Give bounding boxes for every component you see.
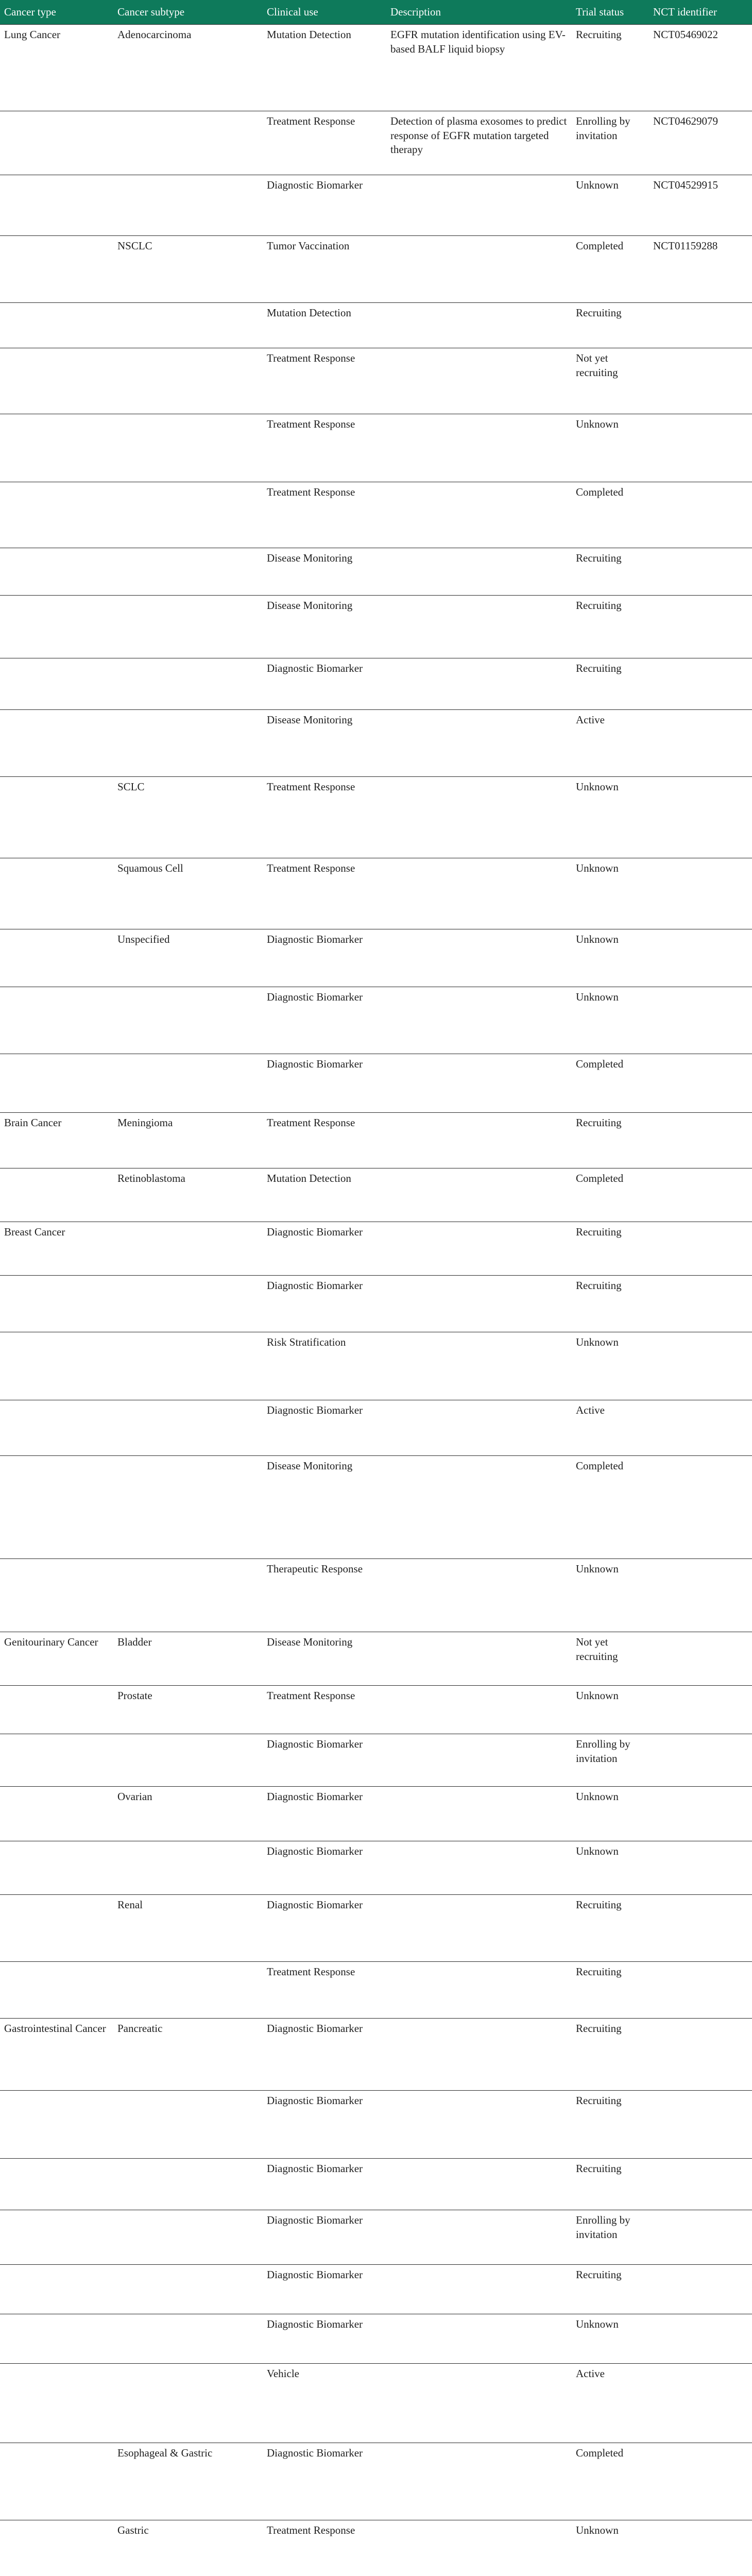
cell-description	[386, 710, 572, 777]
table-row	[0, 596, 752, 658]
cell-nct-identifier	[649, 1222, 752, 1276]
cell-clinical-use: Disease Monitoring	[263, 1632, 386, 1686]
cell-clinical-use: Tumor Vaccination	[263, 236, 386, 303]
cell-cancer-subtype	[113, 111, 263, 175]
cell-description: EGFR mutation identification using EV-based BALF liquid biopsy	[386, 25, 572, 111]
cell-description	[386, 2265, 572, 2314]
cell-description	[386, 2364, 572, 2443]
table-row	[0, 1632, 752, 1686]
cell-trial-status: Completed	[572, 482, 649, 548]
cell-description	[386, 1734, 572, 1787]
table-row	[0, 987, 752, 1054]
table-row	[0, 1168, 752, 1222]
cell-description	[386, 1962, 572, 2019]
header-nct-identifier: NCT identifier	[649, 0, 752, 25]
cell-cancer-type	[0, 2364, 113, 2443]
cell-clinical-use: Treatment Response	[263, 482, 386, 548]
cell-cancer-type	[0, 2210, 113, 2265]
table-row	[0, 1895, 752, 1962]
cell-nct-identifier	[649, 1276, 752, 1332]
cell-nct-identifier	[649, 1332, 752, 1400]
cell-trial-status: Unknown	[572, 1686, 649, 1734]
table-row	[0, 482, 752, 548]
cell-cancer-subtype	[113, 1276, 263, 1332]
cell-cancer-subtype	[113, 1734, 263, 1787]
cell-cancer-subtype: Renal	[113, 1895, 263, 1962]
cell-cancer-subtype	[113, 1841, 263, 1895]
table-row	[0, 2019, 752, 2091]
cell-trial-status: Recruiting	[572, 1113, 649, 1168]
cell-cancer-type	[0, 2265, 113, 2314]
cell-cancer-subtype: Meningioma	[113, 1113, 263, 1168]
cell-nct-identifier	[649, 1895, 752, 1962]
cell-nct-identifier	[649, 414, 752, 482]
cell-trial-status: Unknown	[572, 929, 649, 987]
cell-cancer-subtype: Retinoblastoma	[113, 1168, 263, 1222]
cell-cancer-type	[0, 1332, 113, 1400]
cell-trial-status: Completed	[572, 1168, 649, 1222]
header-cancer-type: Cancer type	[0, 0, 113, 25]
cell-trial-status: Recruiting	[572, 1222, 649, 1276]
table-row	[0, 1787, 752, 1841]
cell-cancer-subtype	[113, 1456, 263, 1559]
cell-cancer-subtype	[113, 2091, 263, 2159]
cell-description	[386, 1332, 572, 1400]
cell-clinical-use: Diagnostic Biomarker	[263, 929, 386, 987]
cell-cancer-subtype	[113, 2159, 263, 2210]
cell-trial-status: Recruiting	[572, 2091, 649, 2159]
cell-cancer-type	[0, 2091, 113, 2159]
cell-description	[386, 929, 572, 987]
cell-clinical-use: Diagnostic Biomarker	[263, 1222, 386, 1276]
cell-nct-identifier	[649, 2364, 752, 2443]
cell-description	[386, 1168, 572, 1222]
cell-trial-status: Recruiting	[572, 548, 649, 596]
cell-cancer-subtype: Squamous Cell	[113, 858, 263, 929]
cell-clinical-use: Treatment Response	[263, 1686, 386, 1734]
cell-cancer-type	[0, 777, 113, 858]
cell-trial-status: Not yet recruiting	[572, 348, 649, 414]
table-row	[0, 2520, 752, 2576]
cell-cancer-type	[0, 548, 113, 596]
cell-description	[386, 548, 572, 596]
cell-trial-status: Active	[572, 1400, 649, 1456]
cell-cancer-type	[0, 987, 113, 1054]
cell-trial-status: Unknown	[572, 175, 649, 236]
cell-clinical-use: Diagnostic Biomarker	[263, 2019, 386, 2091]
cell-description	[386, 1276, 572, 1332]
cell-nct-identifier	[649, 1559, 752, 1632]
cell-cancer-subtype: Adenocarcinoma	[113, 25, 263, 111]
cell-cancer-type	[0, 2314, 113, 2364]
cell-cancer-type	[0, 658, 113, 710]
cell-clinical-use: Diagnostic Biomarker	[263, 1787, 386, 1841]
cell-trial-status: Unknown	[572, 777, 649, 858]
cell-cancer-type	[0, 710, 113, 777]
cell-nct-identifier	[649, 1632, 752, 1686]
cell-trial-status: Recruiting	[572, 658, 649, 710]
cell-cancer-type	[0, 111, 113, 175]
cell-trial-status: Unknown	[572, 1559, 649, 1632]
cell-clinical-use: Treatment Response	[263, 1113, 386, 1168]
cell-clinical-use: Disease Monitoring	[263, 710, 386, 777]
table-row	[0, 111, 752, 175]
cell-cancer-type	[0, 2443, 113, 2520]
cell-cancer-type: Breast Cancer	[0, 1222, 113, 1276]
cell-cancer-subtype	[113, 596, 263, 658]
table-row	[0, 175, 752, 236]
cell-nct-identifier	[649, 1456, 752, 1559]
cell-nct-identifier	[649, 929, 752, 987]
cell-nct-identifier: NCT05469022	[649, 25, 752, 111]
cell-cancer-subtype: NSCLC	[113, 236, 263, 303]
cell-clinical-use: Risk Stratification	[263, 1332, 386, 1400]
cell-clinical-use: Treatment Response	[263, 858, 386, 929]
cell-clinical-use: Vehicle	[263, 2364, 386, 2443]
cell-description	[386, 348, 572, 414]
cell-trial-status: Completed	[572, 2443, 649, 2520]
cell-description	[386, 2210, 572, 2265]
cell-trial-status: Unknown	[572, 987, 649, 1054]
cell-clinical-use: Treatment Response	[263, 1962, 386, 2019]
cell-cancer-type	[0, 858, 113, 929]
cell-description	[386, 1222, 572, 1276]
table-row	[0, 2314, 752, 2364]
cell-cancer-type	[0, 1787, 113, 1841]
cell-trial-status: Recruiting	[572, 1276, 649, 1332]
table-row	[0, 858, 752, 929]
cell-trial-status: Recruiting	[572, 1962, 649, 2019]
table-row	[0, 414, 752, 482]
table-row	[0, 236, 752, 303]
table-row	[0, 2364, 752, 2443]
table-row	[0, 1962, 752, 2019]
cell-cancer-subtype: Ovarian	[113, 1787, 263, 1841]
cell-trial-status: Recruiting	[572, 303, 649, 348]
cell-trial-status: Completed	[572, 236, 649, 303]
cell-clinical-use: Therapeutic Response	[263, 1559, 386, 1632]
cell-cancer-type	[0, 1962, 113, 2019]
table-row	[0, 2443, 752, 2520]
table-row	[0, 2210, 752, 2265]
cell-cancer-subtype	[113, 1222, 263, 1276]
cell-cancer-subtype	[113, 987, 263, 1054]
cell-cancer-subtype	[113, 2210, 263, 2265]
cell-cancer-type	[0, 1734, 113, 1787]
cell-clinical-use: Diagnostic Biomarker	[263, 1895, 386, 1962]
cell-cancer-type	[0, 2520, 113, 2576]
table-row	[0, 1734, 752, 1787]
table-row	[0, 658, 752, 710]
cell-trial-status: Unknown	[572, 1841, 649, 1895]
cell-description	[386, 1895, 572, 1962]
table-row	[0, 25, 752, 111]
cell-description	[386, 777, 572, 858]
cell-trial-status: Recruiting	[572, 596, 649, 658]
cell-cancer-subtype	[113, 175, 263, 236]
cell-nct-identifier	[649, 303, 752, 348]
cell-cancer-subtype	[113, 658, 263, 710]
table-row	[0, 303, 752, 348]
cell-clinical-use: Treatment Response	[263, 414, 386, 482]
table-row	[0, 1276, 752, 1332]
table-row	[0, 1222, 752, 1276]
table-row	[0, 1559, 752, 1632]
cell-description	[386, 414, 572, 482]
cell-cancer-subtype	[113, 2265, 263, 2314]
cell-nct-identifier	[649, 777, 752, 858]
table-row	[0, 1400, 752, 1456]
cell-nct-identifier: NCT01159288	[649, 236, 752, 303]
cell-description	[386, 1787, 572, 1841]
cell-clinical-use: Diagnostic Biomarker	[263, 2091, 386, 2159]
cell-nct-identifier	[649, 2091, 752, 2159]
cell-nct-identifier	[649, 658, 752, 710]
cell-cancer-type	[0, 303, 113, 348]
cell-trial-status: Completed	[572, 1456, 649, 1559]
cell-cancer-type	[0, 1456, 113, 1559]
table-row	[0, 1332, 752, 1400]
cell-trial-status: Recruiting	[572, 25, 649, 111]
header-description: Description	[386, 0, 572, 25]
cell-cancer-type	[0, 596, 113, 658]
cell-cancer-subtype	[113, 1400, 263, 1456]
cell-description	[386, 2314, 572, 2364]
cell-clinical-use: Diagnostic Biomarker	[263, 2314, 386, 2364]
cell-description	[386, 303, 572, 348]
cell-clinical-use: Treatment Response	[263, 2520, 386, 2576]
cell-cancer-type	[0, 1559, 113, 1632]
cell-clinical-use: Diagnostic Biomarker	[263, 1276, 386, 1332]
cell-cancer-subtype	[113, 303, 263, 348]
table-header-row	[0, 0, 752, 25]
table-row	[0, 1686, 752, 1734]
cell-cancer-subtype	[113, 1054, 263, 1113]
cell-clinical-use: Mutation Detection	[263, 1168, 386, 1222]
cell-clinical-use: Diagnostic Biomarker	[263, 2210, 386, 2265]
cell-trial-status: Unknown	[572, 2314, 649, 2364]
cell-clinical-use: Diagnostic Biomarker	[263, 987, 386, 1054]
cell-cancer-type	[0, 348, 113, 414]
cell-description	[386, 2443, 572, 2520]
cell-clinical-use: Diagnostic Biomarker	[263, 2265, 386, 2314]
cell-cancer-type	[0, 414, 113, 482]
cell-trial-status: Recruiting	[572, 2159, 649, 2210]
cell-nct-identifier	[649, 348, 752, 414]
cell-cancer-type	[0, 175, 113, 236]
cell-nct-identifier	[649, 710, 752, 777]
cell-cancer-subtype	[113, 414, 263, 482]
cell-cancer-type: Gastrointestinal Cancer	[0, 2019, 113, 2091]
cell-cancer-subtype	[113, 710, 263, 777]
table-body	[0, 25, 752, 2576]
cell-cancer-type	[0, 2159, 113, 2210]
cell-nct-identifier	[649, 858, 752, 929]
cell-description	[386, 596, 572, 658]
cell-trial-status: Unknown	[572, 858, 649, 929]
cell-clinical-use: Diagnostic Biomarker	[263, 2443, 386, 2520]
cell-cancer-type	[0, 1841, 113, 1895]
cell-cancer-subtype: Esophageal & Gastric	[113, 2443, 263, 2520]
cell-trial-status: Unknown	[572, 1332, 649, 1400]
table-row	[0, 348, 752, 414]
cell-nct-identifier	[649, 2314, 752, 2364]
cell-nct-identifier: NCT04629079	[649, 111, 752, 175]
cell-description	[386, 987, 572, 1054]
cell-nct-identifier	[649, 2520, 752, 2576]
cell-clinical-use: Disease Monitoring	[263, 548, 386, 596]
cell-nct-identifier	[649, 1686, 752, 1734]
cell-nct-identifier	[649, 1400, 752, 1456]
table-row	[0, 1456, 752, 1559]
cell-trial-status: Recruiting	[572, 1895, 649, 1962]
cell-description	[386, 1054, 572, 1113]
cell-description: Detection of plasma exosomes to predict response of EGFR mutation targeted therapy	[386, 111, 572, 175]
cell-clinical-use: Diagnostic Biomarker	[263, 658, 386, 710]
cell-cancer-subtype: Unspecified	[113, 929, 263, 987]
cell-trial-status: Not yet recruiting	[572, 1632, 649, 1686]
cell-nct-identifier: NCT04529915	[649, 175, 752, 236]
cell-cancer-subtype	[113, 2314, 263, 2364]
cell-nct-identifier	[649, 987, 752, 1054]
cell-cancer-type: Genitourinary Cancer	[0, 1632, 113, 1686]
cell-cancer-subtype	[113, 2364, 263, 2443]
cell-clinical-use: Diagnostic Biomarker	[263, 1841, 386, 1895]
cell-cancer-subtype: Pancreatic	[113, 2019, 263, 2091]
cell-description	[386, 236, 572, 303]
cell-nct-identifier	[649, 2443, 752, 2520]
table-row	[0, 929, 752, 987]
cell-nct-identifier	[649, 1841, 752, 1895]
cell-description	[386, 482, 572, 548]
cell-trial-status: Enrolling by invitation	[572, 1734, 649, 1787]
cell-cancer-type	[0, 1276, 113, 1332]
cell-nct-identifier	[649, 1962, 752, 2019]
cell-cancer-type: Lung Cancer	[0, 25, 113, 111]
cell-trial-status: Unknown	[572, 1787, 649, 1841]
cell-clinical-use: Disease Monitoring	[263, 596, 386, 658]
cell-trial-status: Completed	[572, 1054, 649, 1113]
table-row	[0, 2091, 752, 2159]
cell-description	[386, 1559, 572, 1632]
header-clinical-use: Clinical use	[263, 0, 386, 25]
cell-description	[386, 1841, 572, 1895]
cell-trial-status: Unknown	[572, 414, 649, 482]
cell-cancer-subtype: Gastric	[113, 2520, 263, 2576]
cell-trial-status: Enrolling by invitation	[572, 111, 649, 175]
cell-nct-identifier	[649, 1113, 752, 1168]
table-row	[0, 548, 752, 596]
header-trial-status: Trial status	[572, 0, 649, 25]
cell-trial-status: Unknown	[572, 2520, 649, 2576]
cell-description	[386, 2091, 572, 2159]
cell-description	[386, 1632, 572, 1686]
cell-nct-identifier	[649, 596, 752, 658]
cell-cancer-type	[0, 1054, 113, 1113]
cell-cancer-subtype	[113, 1332, 263, 1400]
cell-clinical-use: Diagnostic Biomarker	[263, 2159, 386, 2210]
cell-cancer-type	[0, 1686, 113, 1734]
cell-nct-identifier	[649, 2159, 752, 2210]
table-row	[0, 777, 752, 858]
cell-nct-identifier	[649, 2265, 752, 2314]
cell-clinical-use: Diagnostic Biomarker	[263, 1734, 386, 1787]
cell-clinical-use: Diagnostic Biomarker	[263, 1400, 386, 1456]
cell-trial-status: Recruiting	[572, 2019, 649, 2091]
cell-clinical-use: Diagnostic Biomarker	[263, 1054, 386, 1113]
cell-nct-identifier	[649, 1054, 752, 1113]
cell-clinical-use: Treatment Response	[263, 777, 386, 858]
cell-cancer-subtype: SCLC	[113, 777, 263, 858]
header-cancer-subtype: Cancer subtype	[113, 0, 263, 25]
cell-trial-status: Enrolling by invitation	[572, 2210, 649, 2265]
table-row	[0, 2265, 752, 2314]
cell-description	[386, 2019, 572, 2091]
cell-clinical-use: Mutation Detection	[263, 303, 386, 348]
cell-nct-identifier	[649, 2210, 752, 2265]
table-row	[0, 1054, 752, 1113]
cell-clinical-use: Mutation Detection	[263, 25, 386, 111]
cell-cancer-type	[0, 1168, 113, 1222]
cell-description	[386, 1400, 572, 1456]
cell-nct-identifier	[649, 1734, 752, 1787]
cell-nct-identifier	[649, 2019, 752, 2091]
cell-description	[386, 658, 572, 710]
cell-description	[386, 2520, 572, 2576]
cell-clinical-use: Disease Monitoring	[263, 1456, 386, 1559]
cell-cancer-subtype	[113, 1559, 263, 1632]
cell-description	[386, 2159, 572, 2210]
cell-trial-status: Active	[572, 710, 649, 777]
cell-cancer-subtype	[113, 348, 263, 414]
cell-nct-identifier	[649, 482, 752, 548]
cell-cancer-subtype: Prostate	[113, 1686, 263, 1734]
cell-description	[386, 1686, 572, 1734]
cell-cancer-type: Brain Cancer	[0, 1113, 113, 1168]
cell-cancer-subtype	[113, 548, 263, 596]
cell-cancer-type	[0, 1400, 113, 1456]
cell-cancer-subtype	[113, 482, 263, 548]
cell-description	[386, 175, 572, 236]
table-row	[0, 1841, 752, 1895]
cell-clinical-use: Treatment Response	[263, 348, 386, 414]
cell-cancer-subtype	[113, 1962, 263, 2019]
cell-nct-identifier	[649, 548, 752, 596]
table-row	[0, 710, 752, 777]
cell-cancer-subtype: Bladder	[113, 1632, 263, 1686]
cell-trial-status: Recruiting	[572, 2265, 649, 2314]
table-row	[0, 1113, 752, 1168]
cell-cancer-type	[0, 1895, 113, 1962]
cell-nct-identifier	[649, 1787, 752, 1841]
cell-clinical-use: Diagnostic Biomarker	[263, 175, 386, 236]
cell-clinical-use: Treatment Response	[263, 111, 386, 175]
table-row	[0, 2159, 752, 2210]
cell-description	[386, 858, 572, 929]
cell-description	[386, 1113, 572, 1168]
cell-cancer-type	[0, 236, 113, 303]
cell-description	[386, 1456, 572, 1559]
cell-cancer-type	[0, 929, 113, 987]
cell-cancer-type	[0, 482, 113, 548]
cell-nct-identifier	[649, 1168, 752, 1222]
cell-trial-status: Active	[572, 2364, 649, 2443]
